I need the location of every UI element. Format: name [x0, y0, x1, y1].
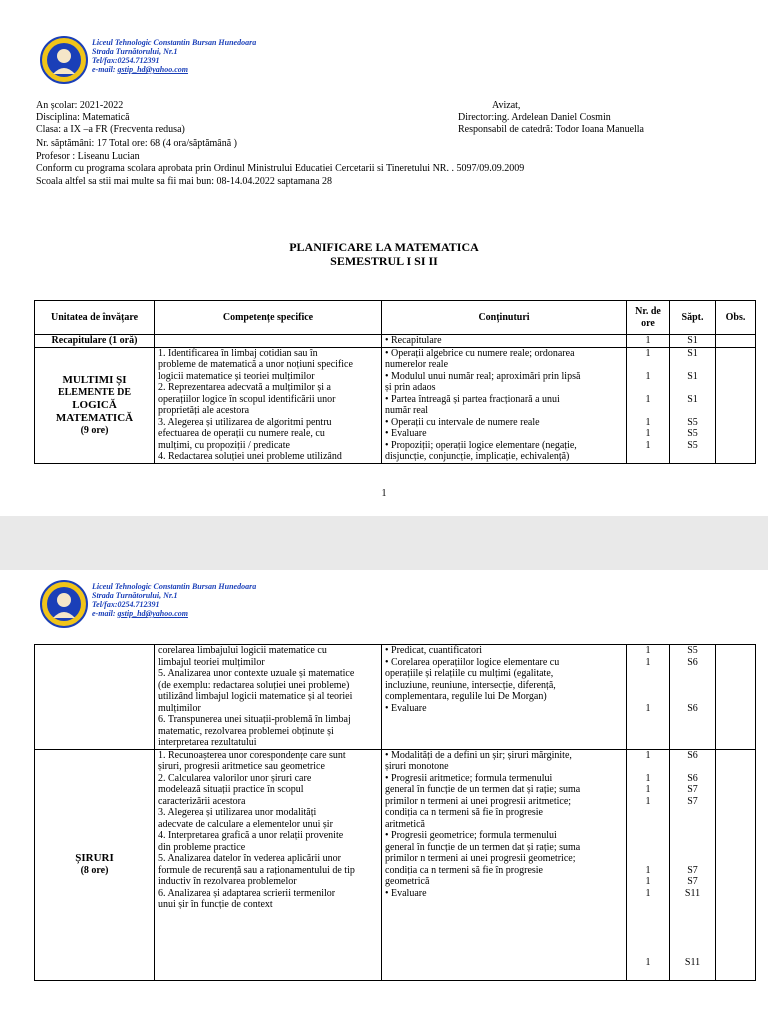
sapt-value — [673, 761, 712, 773]
ore-value — [630, 691, 666, 703]
header-obs: Obs. — [716, 301, 756, 335]
content-line: incluziune, reuniune, intersecție, diferență, — [385, 679, 556, 691]
competente-line: formule de recurență sau a raționamentului de tip — [158, 864, 355, 876]
content-line — [385, 957, 623, 969]
document-title: PLANIFICARE LA MATEMATICA — [289, 240, 479, 254]
sapt-value — [673, 934, 712, 946]
obs-multimi — [716, 347, 756, 463]
ore-value: 1 — [645, 876, 651, 887]
header-nr-ore: Nr. de ore — [627, 301, 670, 335]
responsabil-catedra: Responsabil de catedră: Todor Ioana Manuella — [458, 124, 644, 135]
ore-value — [630, 911, 666, 923]
planning-table-page-1 — [34, 300, 756, 464]
competente-line: șiruri, progresii aritmetice sau geometrice — [158, 761, 325, 772]
ore-value: 1 — [645, 784, 651, 795]
sapt-value — [673, 911, 712, 923]
sapt-value — [673, 819, 712, 831]
competente-line — [158, 957, 378, 969]
competente-continuation — [155, 645, 382, 750]
competente-line: 6. Transpunerea unei situații-problemă în limbaj — [158, 714, 351, 725]
profesor: Profesor : Liseanu Lucian — [36, 151, 140, 162]
header-unitatea: Unitatea de învățare — [35, 301, 155, 335]
content-line: general în funcție de un termen dat și rație; suma — [385, 784, 581, 795]
competente-line: 2. Calcularea valorilor unor șiruri care — [158, 772, 312, 784]
competente-multimi — [155, 347, 382, 463]
sapt-value: S6 — [687, 749, 698, 761]
sapt-value: S11 — [684, 887, 701, 899]
content-line — [385, 968, 623, 980]
competente-siruri — [155, 749, 382, 980]
sapt-value — [673, 899, 712, 911]
ore-value — [630, 853, 666, 865]
sapt-value — [673, 691, 712, 703]
unit-multimi-name1: MULTIMI ȘI — [62, 373, 127, 386]
content-line: geometrică — [385, 876, 430, 887]
ore-value — [630, 819, 666, 831]
sapt-value: S1 — [687, 370, 698, 382]
ore-value: 1 — [645, 370, 651, 382]
sapt-value: S5 — [687, 428, 698, 439]
sapt-value: S7 — [687, 876, 698, 887]
unit-siruri-name: ȘIRURI — [75, 852, 114, 864]
unit-siruri — [35, 749, 155, 980]
ore-value — [630, 451, 666, 463]
competente-line: 6. Analizarea și adaptarea scrierii termenilor — [158, 887, 336, 899]
content-line — [385, 934, 623, 946]
sapt-value: S1 — [687, 393, 698, 405]
competente-line: logicii matematice și teoriei mulțimilor — [158, 370, 315, 382]
competente-recapitulare — [155, 335, 382, 348]
sapt-value: S6 — [687, 702, 698, 714]
competente-line — [158, 934, 378, 946]
table-header-row — [35, 301, 756, 335]
ore-value: 1 — [645, 864, 651, 876]
an-scolar: An școlar: 2021-2022 — [36, 100, 124, 111]
competente-line — [158, 945, 378, 957]
content-line: • Operații cu intervale de numere reale — [385, 416, 540, 428]
continuturi-continuation — [382, 645, 627, 750]
sapt-value — [673, 382, 712, 394]
content-line: • Modulul unui număr real; aproximări prin lipsă — [385, 370, 581, 382]
competente-line: mulțimilor — [158, 702, 201, 714]
unit-recapitulare: Recapitulare (1 oră) — [35, 335, 155, 348]
content-line: și prin adaos — [385, 382, 436, 393]
content-line — [385, 922, 623, 934]
content-line — [385, 737, 623, 749]
ore-value — [630, 934, 666, 946]
school-address: Strada Turnătorului, Nr.1 — [92, 47, 178, 56]
ore-value — [630, 968, 666, 980]
content-line: • Predicat, cuantificatori — [385, 645, 483, 656]
continuturi-multimi — [382, 347, 627, 463]
ore-value — [630, 680, 666, 692]
content-line: • Progresii aritmetice; formula termenului — [385, 772, 553, 784]
sapt-value — [673, 668, 712, 680]
competente-line: mulțimi, cu propoziții / predicate — [158, 439, 290, 451]
ore-value: 1 — [645, 795, 651, 807]
sapt-value: S7 — [687, 784, 698, 795]
ore-value — [630, 899, 666, 911]
ore-value: 1 — [645, 439, 651, 451]
saptamani: Nr. săptămâni: 17 Total ore: 68 (4 ora/săptămână ) — [36, 138, 238, 149]
ore-value: 1 — [645, 428, 651, 439]
sapt-value: S7 — [687, 864, 698, 876]
competente-line: matematic, rezolvarea problemei obținute și — [158, 725, 334, 737]
content-line: • Evaluare — [385, 702, 427, 714]
school-phone: Tel/fax:0254.712391 — [92, 600, 160, 609]
sapt-value: S5 — [687, 645, 698, 656]
ore-value: 1 — [645, 887, 651, 899]
competente-line: inductiv în rezolvarea problemelor — [158, 876, 297, 887]
unit-continuation — [35, 645, 155, 750]
competente-line: unui șir în funcție de context — [158, 899, 273, 910]
ore-value: 1 — [645, 656, 651, 668]
sapt-value — [673, 451, 712, 463]
continuturi-siruri — [382, 749, 627, 980]
competente-line: 5. Analizarea unor contexte uzuale și matematice — [158, 668, 355, 679]
ore-value: 1 — [645, 772, 651, 784]
sapt-value: S11 — [684, 956, 701, 968]
ore-value — [630, 714, 666, 726]
ore-value: 1 — [645, 956, 651, 968]
sapt-value — [673, 359, 712, 371]
content-line: • Propoziții; operații logice elementare (negație, — [385, 439, 577, 451]
competente-line: modelează situații practice în scopul — [158, 784, 304, 795]
sapt-value: S5 — [687, 439, 698, 451]
sapt-value — [673, 842, 712, 854]
sapt-value — [673, 726, 712, 738]
competente-line — [158, 922, 378, 934]
competente-line — [158, 911, 378, 923]
ore-multimi — [627, 347, 670, 463]
competente-line: probleme de matematică a unor noțiuni specifice — [158, 359, 353, 370]
sapt-value — [673, 737, 712, 749]
ore-value: 1 — [645, 749, 651, 761]
ore-value — [630, 359, 666, 371]
competente-line: din probleme practice — [158, 841, 246, 853]
director: Director:ing. Ardelean Daniel Cosmin — [458, 112, 611, 123]
content-line: • Partea întreagă și partea fracționară a unui — [385, 393, 560, 405]
unit-multimi-name2: ELEMENTE DE — [57, 386, 132, 398]
sapt-value — [673, 853, 712, 865]
ore-value — [630, 668, 666, 680]
competente-line: (de exemplu: redactarea soluției unei probleme) — [158, 679, 350, 691]
school-letterhead — [40, 580, 340, 630]
school-name: Liceul Tehnologic Constantin Bursan Hunedoara — [92, 38, 257, 47]
sapt-value: S1 — [687, 347, 698, 359]
content-line: • Corelarea operațiilor logice elementare cu — [385, 656, 560, 668]
sapt-value: S5 — [687, 416, 698, 428]
table-row-recapitulare — [35, 335, 756, 348]
obs-continuation — [716, 645, 756, 750]
document-page-2 — [0, 570, 768, 1024]
content-line: operațiile și relațiile cu mulțimi (egalitate, — [385, 668, 554, 679]
competente-line: corelarea limbajului logicii matematice cu — [158, 645, 327, 656]
content-line: condiția ca n termeni să fie în progresie — [385, 807, 543, 818]
ore-continuation — [627, 645, 670, 750]
content-recapitulare: • Recapitulare — [382, 335, 627, 348]
content-line — [385, 714, 623, 726]
competente-line: 3. Alegerea și utilizarea de algoritmi pentru — [158, 416, 332, 428]
content-line: • Modalități de a defini un șir; șiruri mărginite, — [385, 749, 572, 761]
sapt-value: S7 — [687, 795, 698, 807]
school-phone: Tel/fax:0254.712391 — [92, 56, 160, 65]
content-line — [385, 911, 623, 923]
content-line: complementara, regulile lui De Morgan) — [385, 691, 547, 702]
ore-value — [630, 405, 666, 417]
content-line: • Operații algebrice cu numere reale; ordonarea — [385, 347, 575, 359]
competente-line: operațiilor logice în scopul identificării unor — [158, 393, 336, 405]
content-line: numerelor reale — [385, 359, 449, 370]
table-row-continuation — [35, 645, 756, 750]
school-email-label: e-mail: — [92, 609, 118, 618]
school-email-label: e-mail: — [92, 65, 118, 74]
page-number: 1 — [381, 488, 387, 499]
content-line — [385, 899, 623, 911]
ore-value — [630, 830, 666, 842]
content-line: general în funcție de un termen dat și rație; suma — [385, 841, 581, 853]
ore-value — [630, 842, 666, 854]
sapt-siruri — [670, 749, 716, 980]
competente-line: 5. Analizarea datelor în vederea aplicării unor — [158, 853, 341, 864]
ore-value: 1 — [645, 416, 651, 428]
competente-line: interpretarea rezultatului — [158, 737, 257, 748]
competente-line: 2. Reprezentarea adecvată a mulțimilor și a — [158, 382, 331, 393]
sapt-value — [673, 922, 712, 934]
header-competente: Competențe specifice — [155, 301, 382, 335]
ore-value — [630, 726, 666, 738]
school-email-link[interactable]: gstip_hd@yahoo.com — [117, 65, 188, 74]
disciplina: Disciplina: Matematică — [36, 112, 130, 123]
sapt-value — [673, 680, 712, 692]
sapt-value — [673, 714, 712, 726]
ore-value: 1 — [645, 393, 651, 405]
programa-conform: Conform cu programa scolara aprobata prin Ordinul Ministrului Educatiei Cercetarii si Tineretului NR. . 5097/09.09.2009 — [36, 163, 525, 174]
competente-line: adecvate de calculare a elementelor unui șir — [158, 818, 333, 830]
unit-siruri-hours: (8 ore) — [80, 865, 109, 876]
sapt-recapitulare: S1 — [670, 335, 716, 348]
school-seal-icon — [40, 580, 88, 628]
content-line: disjuncție, conjuncție, implicație, echivalență) — [385, 451, 570, 462]
sapt-value — [673, 945, 712, 957]
content-line: primilor n termeni ai unei progresii aritmetice; — [385, 795, 572, 807]
school-address: Strada Turnătorului, Nr.1 — [92, 591, 178, 600]
competente-line: 3. Alegerea și utilizarea unor modalități — [158, 807, 317, 818]
obs-siruri — [716, 749, 756, 980]
competente-line: utilizând limbajul logicii matematice și al teoriei — [158, 691, 353, 702]
content-line — [385, 945, 623, 957]
competente-line — [158, 968, 378, 980]
content-line: primilor n termeni ai unei progresii geometrice; — [385, 853, 576, 864]
competente-line: caracterizării acestora — [158, 795, 246, 807]
content-line — [385, 726, 623, 738]
ore-value — [630, 945, 666, 957]
sapt-value: S6 — [687, 656, 698, 668]
competente-line: 1. Recunoașterea unor corespondențe care sunt — [158, 749, 346, 761]
ore-value — [630, 922, 666, 934]
avizat: Avizat, — [492, 100, 521, 111]
sapt-multimi — [670, 347, 716, 463]
ore-siruri — [627, 749, 670, 980]
sapt-value — [673, 968, 712, 980]
sapt-value — [673, 807, 712, 819]
school-seal-icon — [40, 36, 88, 84]
school-letterhead — [40, 36, 340, 86]
competente-line: efectuarea de operații cu numere reale, cu — [158, 428, 325, 439]
ore-value — [630, 761, 666, 773]
sapt-value — [673, 405, 712, 417]
competente-line: 1. Identificarea în limbaj cotidian sau în — [158, 347, 318, 359]
clasa: Clasa: a IX –a FR (Frecventa redusa) — [36, 124, 185, 135]
ore-value — [630, 382, 666, 394]
ore-value — [630, 737, 666, 749]
content-line: • Progresii geometrice; formula termenului — [385, 830, 557, 841]
unit-multimi-name4: MATEMATICĂ — [55, 411, 134, 424]
competente-line: 4. Interpretarea grafică a unor relații provenite — [158, 830, 344, 841]
unit-multimi-name3: LOGICĂ — [72, 398, 117, 411]
content-line: șiruri monotone — [385, 761, 449, 772]
school-name: Liceul Tehnologic Constantin Bursan Hunedoara — [92, 582, 257, 591]
ore-value: 1 — [645, 645, 651, 656]
ore-value: 1 — [645, 702, 651, 714]
unit-multimi-logica — [35, 347, 155, 463]
header-sapt: Săpt. — [670, 301, 716, 335]
content-line: • Evaluare — [385, 428, 427, 439]
table-row-multimi — [35, 347, 756, 463]
document-subtitle: SEMESTRUL I SI II — [330, 254, 438, 268]
obs-recapitulare — [716, 335, 756, 348]
header-continuturi: Conținuturi — [382, 301, 627, 335]
content-line: condiția ca n termeni să fie în progresie — [385, 864, 543, 876]
ore-value — [630, 807, 666, 819]
planning-table-page-2 — [34, 644, 756, 981]
content-line: • Evaluare — [385, 887, 427, 899]
sapt-continuation — [670, 645, 716, 750]
competente-line: 4. Redactarea soluției unei probleme utilizând — [158, 451, 342, 462]
competente-line: proprietăți ale acestora — [158, 405, 250, 416]
competente-line: limbajul teoriei mulțimilor — [158, 656, 265, 668]
ore-recapitulare: 1 — [627, 335, 670, 348]
school-email-link[interactable]: gstip_hd@yahoo.com — [117, 609, 188, 618]
sapt-value: S6 — [687, 772, 698, 784]
content-line: număr real — [385, 405, 429, 416]
content-line: aritmetică — [385, 818, 425, 830]
ore-value: 1 — [645, 347, 651, 359]
sapt-value — [673, 830, 712, 842]
scoala-altfel: Scoala altfel sa stii mai multe sa fii mai bun: 08-14.04.2022 saptamana 28 — [36, 176, 333, 187]
table-row-siruri — [35, 749, 756, 980]
unit-multimi-hours: (9 ore) — [80, 424, 109, 436]
